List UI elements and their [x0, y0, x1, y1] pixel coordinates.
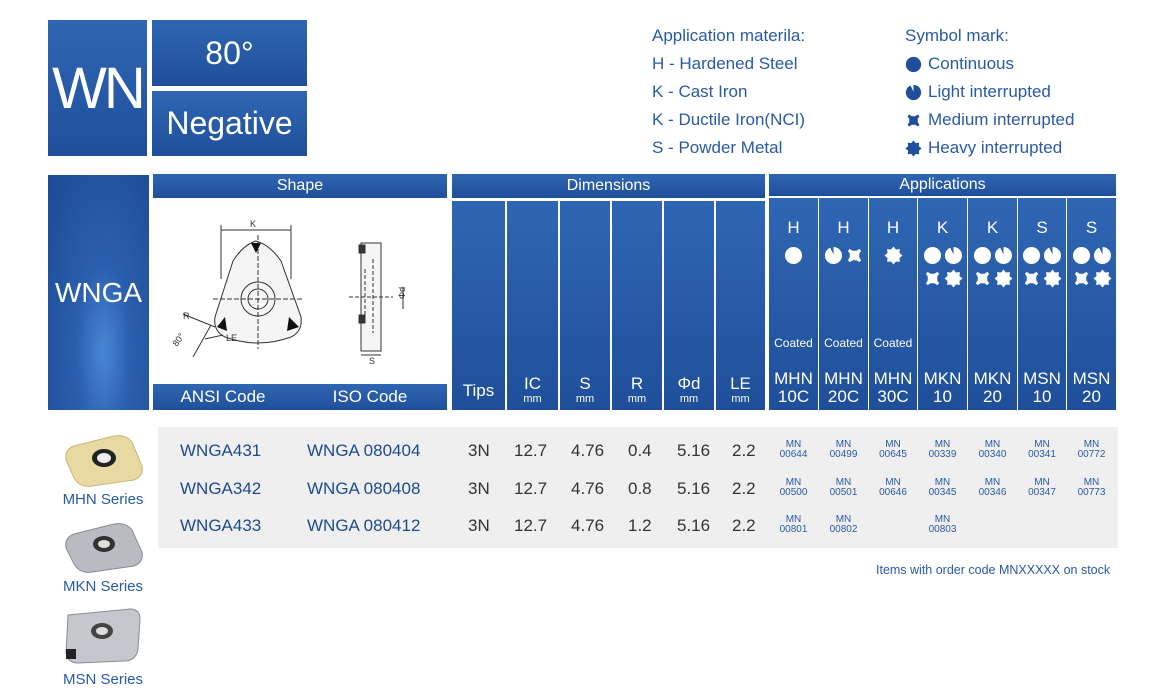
grade-number: 20 [983, 387, 1002, 406]
medium-interrupted-icon [1022, 269, 1041, 288]
table-cell-ansi: WNGA431 [180, 441, 262, 460]
application-column-header [819, 198, 868, 410]
grade-name: MHN [824, 369, 863, 388]
dimension-column-header [664, 201, 714, 410]
grade-label [874, 370, 913, 406]
order-code [968, 478, 1017, 498]
medium-interrupted-icon [845, 246, 864, 265]
order-code-prefix: MN [835, 477, 852, 488]
dimension-unit: mm [627, 393, 647, 405]
dimension-unit: mm [679, 393, 699, 405]
grade-label [924, 370, 962, 406]
symbol-legend-item [905, 106, 1074, 134]
table-cell-ic: 12.7 [514, 479, 548, 498]
table-cell-ansi: WNGA342 [180, 479, 262, 498]
dimension-label: Tips [462, 381, 495, 400]
order-code [968, 440, 1017, 460]
dimension-column-header [452, 201, 505, 410]
application-legend-item: K - Ductile Iron(NCI) [652, 110, 806, 129]
order-code [1067, 440, 1116, 460]
continuous-icon [905, 56, 922, 73]
medium-interrupted-icon [1072, 269, 1091, 288]
svg-text:80°: 80° [170, 331, 187, 349]
dimension-label: S [579, 374, 591, 393]
continuous-icon [973, 246, 992, 265]
order-code [918, 440, 967, 460]
application-material: K [986, 218, 999, 237]
table-cell-iso: WNGA 080412 [307, 516, 421, 535]
svg-text:Φd: Φd [397, 286, 407, 299]
mhn-series-image [60, 430, 144, 493]
order-code-prefix: MN [1034, 439, 1050, 450]
grade-number: 20C [827, 387, 860, 406]
dimension-column-header [716, 201, 765, 410]
table-cell-ic: 12.7 [514, 516, 548, 535]
application-column-header [1018, 198, 1066, 410]
insert-angle: 80° [152, 20, 307, 86]
order-code-number: 00803 [928, 524, 957, 535]
grade-number: 30C [877, 387, 909, 406]
grade-label [1073, 370, 1111, 406]
grade-name: MKN [923, 369, 962, 388]
order-code-number: 00646 [879, 487, 907, 498]
symbol-legend-label: Medium interrupted [928, 110, 1075, 129]
grade-name: MSN [1072, 369, 1111, 388]
order-code [1018, 440, 1066, 460]
continuous-icon [1022, 246, 1041, 265]
application-symbols [973, 246, 1013, 292]
application-symbols [824, 246, 864, 292]
order-code-prefix: MN [835, 439, 852, 450]
insert-type: Negative [152, 91, 307, 156]
symbol-legend-item [905, 78, 1074, 106]
table-cell-r: 1.2 [628, 516, 652, 535]
light-interrupted-icon [1093, 246, 1112, 265]
application-legend [652, 22, 805, 162]
order-code-prefix: MN [835, 514, 852, 525]
order-code [1018, 478, 1066, 498]
light-interrupted-icon [824, 246, 843, 265]
order-code-number: 00340 [978, 449, 1007, 460]
order-code-number: 00500 [779, 487, 808, 498]
order-code [918, 478, 967, 498]
table-cell-r: 0.4 [628, 441, 652, 460]
order-code [819, 440, 868, 460]
symbol-legend-item [905, 134, 1074, 162]
order-code-number: 00345 [928, 487, 957, 498]
application-column-header [968, 198, 1017, 410]
continuous-icon [923, 246, 942, 265]
dimension-label: Φd [677, 374, 701, 393]
family-label: WNGA [48, 175, 149, 410]
table-cell-le: 2.2 [732, 441, 756, 460]
order-code-prefix: MN [785, 477, 802, 488]
grade-label [774, 370, 813, 406]
application-symbols [1022, 246, 1062, 292]
application-material: K [936, 218, 949, 237]
table-cell-le: 2.2 [732, 479, 756, 498]
medium-interrupted-icon [923, 269, 942, 288]
table-cell-d: 5.16 [677, 516, 711, 535]
application-legend-item: S - Powder Metal [652, 138, 783, 157]
application-material: H [886, 218, 900, 237]
heavy-interrupted-icon [884, 246, 903, 265]
medium-interrupted-icon [905, 112, 922, 129]
grade-name: MHN [774, 369, 813, 388]
application-column-header [769, 198, 818, 410]
table-cell-ansi: WNGA433 [180, 516, 262, 535]
medium-interrupted-icon [905, 112, 922, 129]
grade-label [974, 370, 1012, 406]
series-label: MKN Series [62, 578, 144, 595]
order-code [769, 440, 818, 460]
light-interrupted-icon [944, 246, 963, 265]
order-code-number: 00339 [928, 449, 957, 460]
order-code-prefix: MN [934, 439, 951, 450]
table-cell-iso: WNGA 080404 [307, 441, 421, 460]
grade-number: 10 [933, 387, 952, 406]
order-code-number: 00772 [1077, 449, 1106, 460]
medium-interrupted-icon [973, 269, 992, 288]
order-code-prefix: MN [984, 477, 1001, 488]
order-code-number: 00802 [829, 524, 858, 535]
heavy-interrupted-icon [1043, 269, 1062, 288]
application-column-header [1067, 198, 1116, 410]
section-shape-header: Shape [153, 174, 447, 198]
svg-text:K: K [250, 219, 257, 229]
order-code-number: 00801 [779, 524, 808, 535]
application-material: H [787, 218, 800, 237]
order-code-prefix: MN [785, 439, 802, 450]
series-label: MSN Series [62, 671, 144, 688]
table-cell-s: 4.76 [571, 479, 605, 498]
iso-code-header: ISO Code [332, 387, 408, 406]
application-column-header [869, 198, 917, 410]
application-material: S [1085, 218, 1098, 237]
dimension-label: LE [730, 374, 751, 393]
series-label: MHN Series [62, 491, 144, 508]
insert-shape-drawing [153, 199, 447, 381]
grade-number: 10 [1032, 387, 1052, 406]
order-code [918, 515, 967, 535]
table-cell-r: 0.8 [628, 479, 652, 498]
table-cell-iso: WNGA 080408 [307, 479, 421, 498]
symbol-legend-label: Heavy interrupted [928, 138, 1063, 157]
dimension-label: IC [524, 374, 541, 393]
product-code: WN [48, 20, 147, 156]
application-legend-item: K - Cast Iron [652, 82, 748, 101]
order-code [769, 478, 818, 498]
application-symbols [784, 246, 803, 292]
ansi-code-header: ANSI Code [180, 387, 266, 406]
dimension-column-header [560, 201, 610, 410]
symbol-legend-item [905, 50, 1074, 78]
heavy-interrupted-icon [905, 140, 922, 157]
svg-text:R: R [183, 311, 190, 321]
dimension-label: R [630, 374, 644, 393]
section-dimensions-header: Dimensions [452, 174, 765, 198]
order-code [819, 515, 868, 535]
table-cell-d: 5.16 [677, 479, 711, 498]
light-interrupted-icon [1043, 246, 1062, 265]
heavy-interrupted-icon [905, 140, 922, 157]
table-cell-le: 2.2 [732, 516, 756, 535]
application-material: H [837, 218, 850, 237]
symbol-legend-title: Symbol mark: [905, 26, 1009, 45]
application-legend-item: H - Hardened Steel [652, 54, 798, 73]
application-symbols [923, 246, 963, 292]
grade-number: 10C [777, 387, 810, 406]
coated-label: Coated [774, 336, 813, 350]
order-code [869, 440, 917, 460]
order-code-prefix: MN [934, 514, 951, 525]
section-applications-header: Applications [769, 174, 1116, 196]
order-code-prefix: MN [1083, 439, 1100, 450]
order-code-prefix: MN [1083, 477, 1100, 488]
order-code [869, 478, 917, 498]
order-code-prefix: MN [934, 477, 951, 488]
stock-note: Items with order code MNXXXXX on stock [876, 563, 1111, 577]
order-code-prefix: MN [984, 439, 1001, 450]
continuous-icon [784, 246, 803, 265]
svg-text:S: S [369, 356, 376, 366]
light-interrupted-icon [994, 246, 1013, 265]
dimension-column-header [507, 201, 558, 410]
mkn-series-image [60, 518, 144, 579]
order-code [819, 478, 868, 498]
symbol-legend [905, 22, 1074, 162]
light-interrupted-icon [905, 84, 922, 101]
table-cell-s: 4.76 [571, 516, 605, 535]
grade-name: MSN [1023, 369, 1061, 388]
grade-name: MHN [873, 369, 913, 388]
dimension-unit: mm [575, 393, 595, 405]
application-symbols [1072, 246, 1112, 292]
order-code-prefix: MN [885, 439, 901, 450]
order-code-prefix: MN [885, 477, 901, 488]
order-code-number: 00644 [779, 449, 808, 460]
table-cell-d: 5.16 [677, 441, 711, 460]
grade-name: MKN [973, 369, 1012, 388]
application-legend-title: Application materila: [652, 26, 806, 45]
msn-series-image [60, 605, 144, 672]
dimension-unit: mm [731, 393, 750, 405]
heavy-interrupted-icon [1093, 269, 1112, 288]
order-code-number: 00499 [829, 449, 858, 460]
order-code-prefix: MN [785, 514, 802, 525]
symbol-legend-label: Light interrupted [928, 82, 1051, 101]
table-cell-tips: 3N [468, 479, 490, 498]
order-code-number: 00347 [1028, 487, 1056, 498]
dimension-unit: mm [523, 393, 542, 405]
continuous-icon [1072, 246, 1091, 265]
coated-label: Coated [873, 336, 913, 350]
heavy-interrupted-icon [944, 269, 963, 288]
code-header-bar [153, 384, 447, 410]
table-cell-tips: 3N [468, 441, 490, 460]
insert-diagram-icon [153, 199, 447, 381]
order-code-number: 00346 [978, 487, 1007, 498]
table-cell-s: 4.76 [571, 441, 605, 460]
continuous-icon [905, 56, 922, 73]
order-code-number: 00645 [879, 449, 907, 460]
grade-number: 20 [1082, 387, 1101, 406]
order-code-number: 00501 [829, 487, 858, 498]
order-code [769, 515, 818, 535]
application-material: S [1036, 218, 1048, 237]
order-code-number: 00341 [1028, 449, 1056, 460]
grade-label [824, 370, 863, 406]
order-code-number: 00773 [1077, 487, 1106, 498]
coated-label: Coated [824, 336, 863, 350]
table-cell-tips: 3N [468, 516, 490, 535]
light-interrupted-icon [905, 84, 922, 101]
dimension-column-header [612, 201, 662, 410]
application-column-header [918, 198, 967, 410]
svg-text:LE: LE [226, 333, 238, 343]
order-code-prefix: MN [1034, 477, 1050, 488]
order-code [1067, 478, 1116, 498]
table-cell-ic: 12.7 [514, 441, 548, 460]
grade-label [1023, 370, 1061, 406]
symbol-legend-label: Continuous [928, 54, 1015, 73]
application-symbols [884, 246, 903, 292]
heavy-interrupted-icon [994, 269, 1013, 288]
